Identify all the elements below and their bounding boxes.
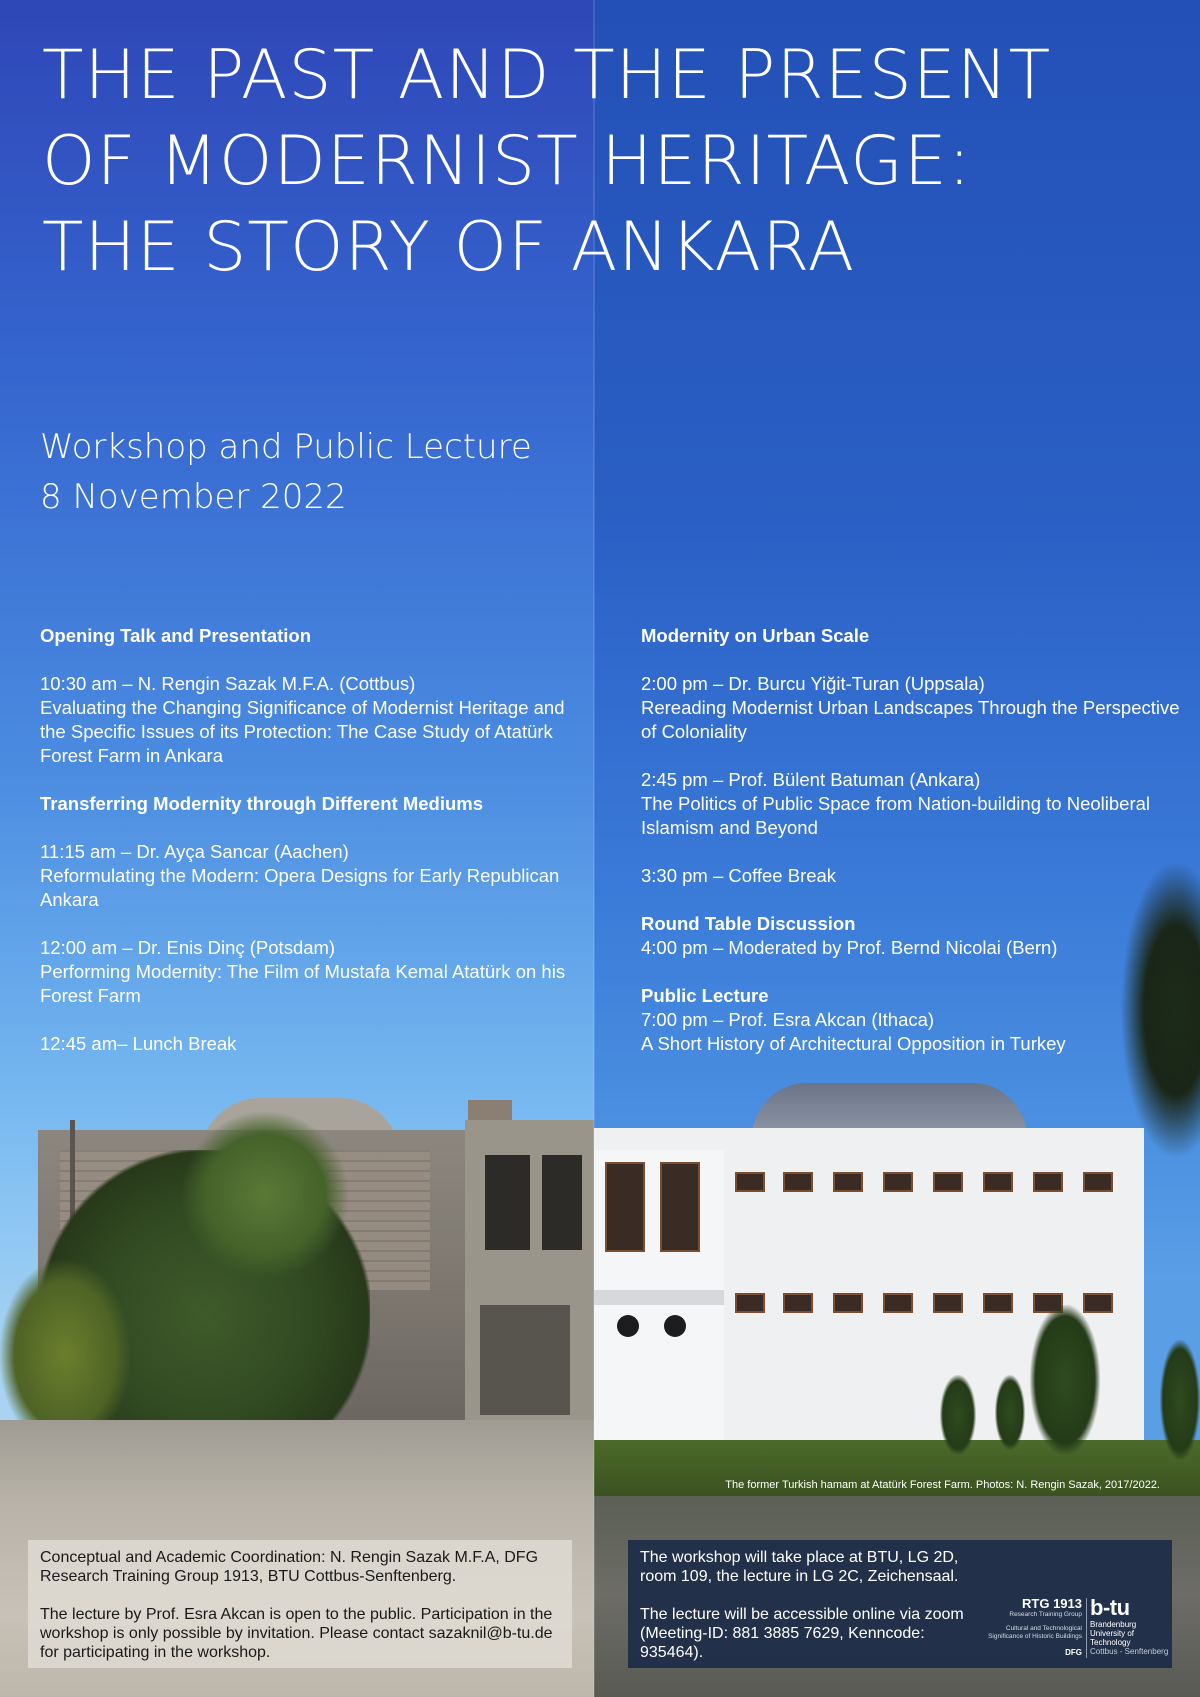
rtg-sub: Research Training Group <box>1009 1611 1082 1618</box>
title-line: THE PAST AND THE PRESENT <box>42 36 1052 115</box>
talk-title: Rereading Modernist Urban Landscapes Through the Perspective of Coloniality <box>641 697 1180 742</box>
event-subtitle <box>40 422 532 522</box>
rtg-desc: Cultural and Technological Significance of Historic Buildings <box>988 1625 1082 1640</box>
btu-line: Brandenburg <box>1090 1620 1137 1629</box>
title-line: THE STORY OF ANKARA <box>42 208 856 287</box>
talk-title: A Short History of Architectural Opposition in Turkey <box>641 1033 1066 1054</box>
restored-window <box>1083 1172 1113 1192</box>
restored-window <box>735 1293 765 1313</box>
event-type: Workshop and Public Lecture <box>40 427 532 467</box>
talk-time: 2:00 pm – Dr. Burcu Yiğit-Turan (Uppsala) <box>641 673 985 694</box>
cypress-tree <box>995 1375 1025 1450</box>
restored-window <box>660 1162 700 1252</box>
restored-window <box>735 1172 765 1192</box>
ruin-chimney <box>468 1100 512 1122</box>
btu-line: University of Technology <box>1090 1629 1135 1647</box>
ruin-window <box>542 1155 582 1250</box>
btu-logo <box>1090 1596 1170 1656</box>
coordination-box <box>28 1540 572 1668</box>
restored-window <box>833 1293 863 1313</box>
porthole-window <box>664 1315 686 1337</box>
break-item: 12:45 am– Lunch Break <box>40 1033 237 1054</box>
participation-text: The lecture by Prof. Esra Akcan is open to the public. Participation in the workshop is only possible by invitation. Please contact sazaknil@b-tu.de for participating in the workshop. <box>40 1606 553 1661</box>
ruin-doorway <box>480 1305 570 1415</box>
section-heading: Round Table Discussion <box>641 913 856 934</box>
logo-divider <box>1086 1598 1087 1658</box>
talk-time: 10:30 am – N. Rengin Sazak M.F.A. (Cottbus) <box>40 673 416 694</box>
btu-mark: b-tu <box>1090 1595 1130 1620</box>
event-date: 8 November 2022 <box>40 477 347 517</box>
restored-window <box>783 1293 813 1313</box>
program-left-column <box>40 624 570 1056</box>
talk-time: 12:00 am – Dr. Enis Dinç (Potsdam) <box>40 937 336 958</box>
restored-window <box>933 1293 963 1313</box>
talk-time: 4:00 pm – Moderated by Prof. Bernd Nicolai (Bern) <box>641 937 1058 958</box>
restored-window <box>883 1172 913 1192</box>
talk-time: 7:00 pm – Prof. Esra Akcan (Ithaca) <box>641 1009 935 1030</box>
section-heading: Opening Talk and Presentation <box>40 625 312 646</box>
section-heading: Transferring Modernity through Different Mediums <box>40 793 483 814</box>
btu-line: Cottbus - Senftenberg <box>1090 1647 1169 1656</box>
talk-title: Performing Modernity: The Film of Mustafa Kemal Atatürk on his Forest Farm <box>40 961 566 1006</box>
rtg-name: RTG 1913 <box>1022 1596 1082 1611</box>
restored-ledge <box>594 1290 724 1305</box>
cypress-tree <box>940 1375 976 1455</box>
tree <box>180 1110 350 1280</box>
restored-window <box>933 1172 963 1192</box>
dfg-logo: DFG <box>1065 1648 1082 1657</box>
porthole-window <box>617 1315 639 1337</box>
ruin-window <box>485 1155 530 1250</box>
cypress-tree <box>1030 1305 1100 1455</box>
restored-window <box>1033 1172 1063 1192</box>
section-heading: Modernity on Urban Scale <box>641 625 870 646</box>
restored-window <box>983 1172 1013 1192</box>
break-item: 3:30 pm – Coffee Break <box>641 865 837 886</box>
photo-caption: The former Turkish hamam at Atatürk Forest Farm. Photos: N. Rengin Sazak, 2017/2022. <box>725 1479 1160 1491</box>
coordination-text: Conceptual and Academic Coordination: N. Rengin Sazak M.F.A, DFG Research Training Group 1913, BTU Cottbus-Senftenberg. <box>40 1549 539 1585</box>
restored-window <box>783 1172 813 1192</box>
program-right-column <box>641 624 1181 1056</box>
section-heading: Public Lecture <box>641 985 769 1006</box>
talk-title: The Politics of Public Space from Nation-building to Neoliberal Islamism and Beyond <box>641 793 1151 838</box>
cypress-tree <box>1160 1340 1200 1460</box>
talk-title: Reformulating the Modern: Opera Designs for Early Republican Ankara <box>40 865 560 910</box>
restored-window <box>605 1162 645 1252</box>
rtg-logo <box>984 1596 1082 1662</box>
title-line: OF MODERNIST HERITAGE: <box>42 122 972 201</box>
talk-time: 2:45 pm – Prof. Bülent Batuman (Ankara) <box>641 769 981 790</box>
venue-box <box>628 1540 1172 1668</box>
page-title <box>42 33 1182 291</box>
restored-window <box>833 1172 863 1192</box>
restored-window <box>883 1293 913 1313</box>
zoom-text: The lecture will be accessible online via zoom (Meeting-ID: 881 3885 7629, Kenncode: 935464). <box>640 1606 964 1661</box>
talk-time: 11:15 am – Dr. Ayça Sancar (Aachen) <box>40 841 349 862</box>
restored-window <box>983 1293 1013 1313</box>
venue-text: The workshop will take place at BTU, LG 2D, room 109, the lecture in LG 2C, Zeichensaal. <box>640 1549 959 1585</box>
talk-title: Evaluating the Changing Significance of Modernist Heritage and the Specific Issues of its Protection: The Case Study of Atatürk Forest Farm in Ankara <box>40 697 565 766</box>
